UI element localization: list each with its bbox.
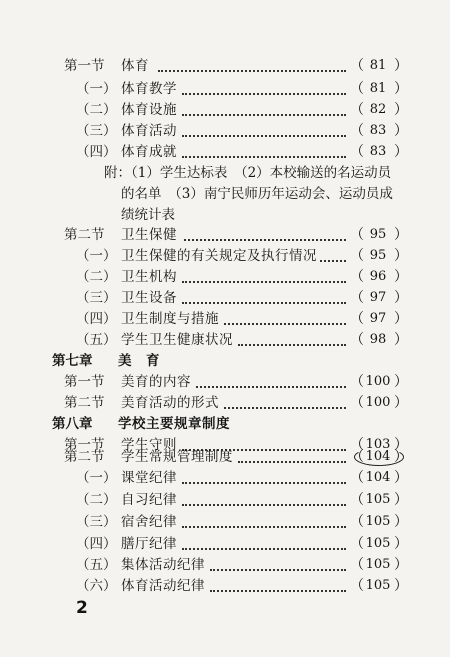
dot-leader <box>182 135 346 137</box>
toc-entry <box>0 534 450 554</box>
close-paren: ） <box>394 449 408 465</box>
entry-title: 体育教学 <box>121 81 177 97</box>
entry-label: （四） <box>76 311 117 327</box>
close-paren: ） <box>394 470 408 486</box>
toc-entry <box>0 393 450 413</box>
close-paren: ） <box>394 374 408 390</box>
entry-title: 宿舍纪律 <box>121 514 177 530</box>
entry-title: 自习纪律 <box>121 492 177 508</box>
toc-entry <box>0 267 450 287</box>
entry-label: （三） <box>76 123 117 139</box>
dot-leader <box>320 260 346 262</box>
entry-label: （一） <box>76 81 117 97</box>
open-paren: （ <box>350 374 364 390</box>
entry-label: 第二节 <box>64 395 105 411</box>
entry-label: （四） <box>76 536 117 552</box>
close-paren: ） <box>394 81 408 97</box>
entry-title: 学生守则 <box>121 437 177 453</box>
chapter-heading <box>0 351 450 371</box>
chapter-label: 第七章 <box>52 353 93 369</box>
page-ref: 83 <box>369 123 387 138</box>
close-paren: ） <box>394 311 408 327</box>
entry-label: 第一节 <box>64 437 105 453</box>
dot-leader <box>210 590 346 592</box>
entry-label: 第一节 <box>64 58 105 74</box>
open-paren: （ <box>350 578 364 594</box>
page-ref: 98 <box>369 332 387 347</box>
appendix-note-line <box>0 163 450 183</box>
entry-label: （三） <box>76 514 117 530</box>
open-paren: （ <box>350 557 364 573</box>
entry-label: 第二节 <box>64 227 105 243</box>
close-paren: ） <box>394 395 408 411</box>
open-paren: （ <box>350 492 364 508</box>
entry-title: 卫生设备 <box>121 290 177 306</box>
toc-entry <box>0 576 450 596</box>
entry-title: 美育的内容 <box>121 374 191 390</box>
entry-label: （二） <box>76 492 117 508</box>
close-paren: ） <box>394 123 408 139</box>
open-paren: （ <box>350 123 364 139</box>
dot-leader <box>182 114 346 116</box>
open-paren: （ <box>350 58 364 74</box>
open-paren: （ <box>350 102 364 118</box>
entry-title: 学生常规管理制度 <box>121 449 233 465</box>
dot-leader <box>238 344 346 346</box>
appendix-text: 绩统计表 <box>121 207 175 223</box>
open-paren: （ <box>350 514 364 530</box>
entry-title: 学生卫生健康状况 <box>121 332 233 348</box>
page-ref: 104 <box>365 449 391 464</box>
page-number: 2 <box>76 598 88 618</box>
open-paren: （ <box>350 269 364 285</box>
entry-title: 卫生保健的有关规定及执行情况 <box>121 248 317 264</box>
page-ref: 96 <box>369 269 387 284</box>
entry-label: 第二节 <box>64 449 105 465</box>
toc-entry <box>0 309 450 329</box>
dot-leader <box>158 70 346 72</box>
entry-title: 卫生机构 <box>121 269 177 285</box>
page-ref: 82 <box>369 102 387 117</box>
toc-entry <box>0 555 450 575</box>
page-ref: 103 <box>365 437 391 452</box>
dot-leader <box>182 482 346 484</box>
entry-label: （四） <box>76 144 117 160</box>
page-ref: 97 <box>369 311 387 326</box>
close-paren: ） <box>394 332 408 348</box>
entry-label: 第一节 <box>64 374 105 390</box>
dot-leader <box>182 526 346 528</box>
dot-leader <box>182 93 346 95</box>
toc-entry <box>0 142 450 162</box>
open-paren: （ <box>350 470 364 486</box>
toc-entry <box>0 490 450 510</box>
chapter-heading <box>0 414 450 434</box>
page-ref: 105 <box>365 578 391 593</box>
page-ref: 81 <box>369 81 387 96</box>
toc-entry <box>0 246 450 266</box>
open-paren: （ <box>350 227 364 243</box>
entry-title: 膳厅纪律 <box>121 536 177 552</box>
entry-title: 课堂纪律 <box>121 470 177 486</box>
dot-leader <box>182 504 346 506</box>
page-ref: 100 <box>365 374 391 389</box>
dot-leader <box>182 302 346 304</box>
toc-entry <box>0 225 450 245</box>
entry-label: （三） <box>76 290 117 306</box>
appendix-note-line <box>0 205 450 225</box>
close-paren: ） <box>394 58 408 74</box>
close-paren: ） <box>394 227 408 243</box>
dot-leader <box>224 407 346 409</box>
open-paren: （ <box>350 449 364 465</box>
dot-leader <box>196 386 346 388</box>
entry-title: 体育成就 <box>121 144 177 160</box>
toc-entry <box>0 56 450 76</box>
page-ref: 105 <box>365 557 391 572</box>
dot-leader <box>182 156 346 158</box>
close-paren: ） <box>394 437 408 453</box>
close-paren: ） <box>394 536 408 552</box>
entry-label: （一） <box>76 470 117 486</box>
toc-entry <box>0 288 450 308</box>
open-paren: （ <box>350 290 364 306</box>
chapter-label: 第八章 <box>52 416 93 432</box>
close-paren: ） <box>394 492 408 508</box>
appendix-text: 的名单 （3）南宁民师历年运动会、运动员成 <box>121 186 393 202</box>
entry-title: 卫生制度与措施 <box>121 311 219 327</box>
dot-leader <box>182 548 346 550</box>
open-paren: （ <box>350 81 364 97</box>
page-ref: 105 <box>365 492 391 507</box>
toc-entry <box>0 100 450 120</box>
open-paren: （ <box>350 395 364 411</box>
chapter-title: 学校主要规章制度 <box>118 416 230 432</box>
dot-leader <box>184 239 346 241</box>
appendix-note-line <box>0 184 450 204</box>
open-paren: （ <box>350 311 364 327</box>
handwritten-underline-mark <box>354 448 404 466</box>
page-ref: 104 <box>365 470 391 485</box>
chapter-title: 美 育 <box>118 353 160 369</box>
close-paren: ） <box>394 557 408 573</box>
open-paren: （ <box>350 437 364 453</box>
toc-entry <box>0 372 450 392</box>
page-ref: 97 <box>369 290 387 305</box>
close-paren: ） <box>394 102 408 118</box>
entry-title: 体育设施 <box>121 102 177 118</box>
entry-label: （二） <box>76 269 117 285</box>
entry-title: 集体活动纪律 <box>121 557 205 573</box>
open-paren: （ <box>350 536 364 552</box>
entry-title: 体育活动纪律 <box>121 578 205 594</box>
close-paren: ） <box>394 144 408 160</box>
page-ref: 81 <box>369 58 387 73</box>
open-paren: （ <box>350 248 364 264</box>
open-paren: （ <box>350 144 364 160</box>
dot-leader <box>182 281 346 283</box>
entry-label: （五） <box>76 332 117 348</box>
entry-label: （五） <box>76 557 117 573</box>
dot-leader <box>238 461 346 463</box>
entry-label: （六） <box>76 578 117 594</box>
entry-title: 美育活动的形式 <box>121 395 219 411</box>
toc-entry <box>0 512 450 532</box>
page-ref: 83 <box>369 144 387 159</box>
page-ref: 105 <box>365 536 391 551</box>
toc-entry <box>0 330 450 350</box>
close-paren: ） <box>394 514 408 530</box>
dot-leader <box>224 323 346 325</box>
open-paren: （ <box>350 332 364 348</box>
toc-entry <box>0 79 450 99</box>
page-ref: 95 <box>369 248 387 263</box>
page-ref: 100 <box>365 395 391 410</box>
toc-entry <box>0 121 450 141</box>
entry-title: 体育活动 <box>121 123 177 139</box>
page-ref: 95 <box>369 227 387 242</box>
appendix-text: 附：（1）学生达标表 （2）本校输送的名运动员 <box>104 165 392 181</box>
entry-title: 卫生保健 <box>121 227 177 243</box>
page-ref: 105 <box>365 514 391 529</box>
entry-label: （二） <box>76 102 117 118</box>
toc-entry <box>0 468 450 488</box>
close-paren: ） <box>394 578 408 594</box>
entry-label: （一） <box>76 248 117 264</box>
entry-title: 体育 <box>121 58 149 74</box>
close-paren: ） <box>394 248 408 264</box>
close-paren: ） <box>394 290 408 306</box>
close-paren: ） <box>394 269 408 285</box>
dot-leader <box>210 569 346 571</box>
